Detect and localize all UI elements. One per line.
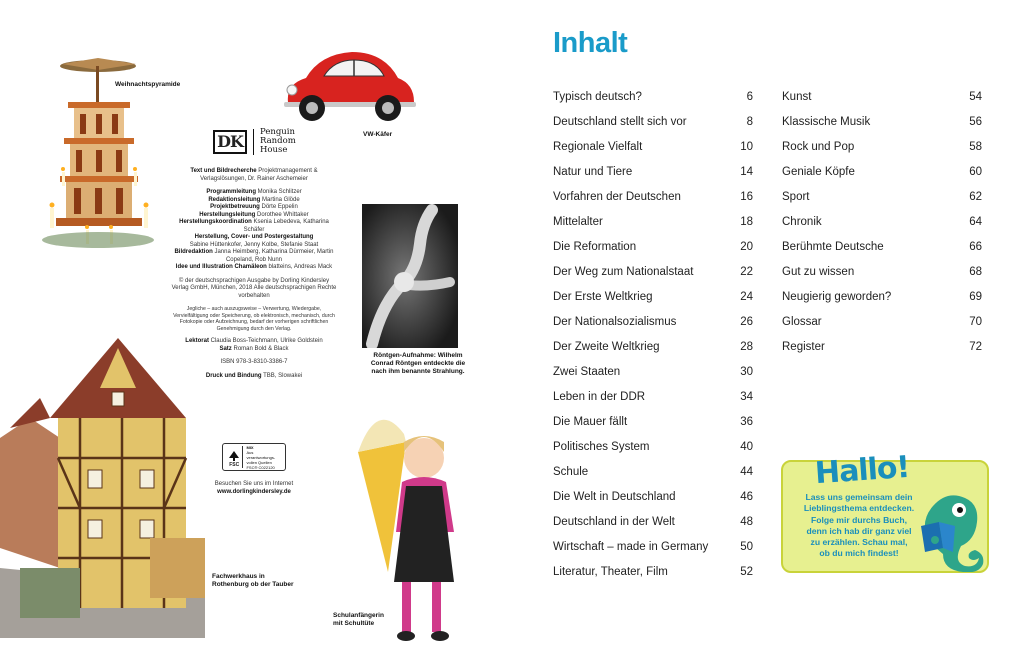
fsc-code: FSC® C022120	[246, 464, 275, 470]
toc-entry[interactable]	[553, 509, 753, 534]
toc-page: 68	[969, 265, 982, 278]
caption-girl: Schulanfängerin mit Schultüte	[333, 612, 384, 627]
toc-entry[interactable]	[553, 434, 753, 459]
toc-entry[interactable]	[553, 134, 753, 159]
toc-entry[interactable]	[782, 159, 982, 184]
hallo-title: Hallo!	[813, 449, 911, 492]
toc-column-1	[553, 84, 753, 584]
toc-label: Wirtschaft – made in Germany	[553, 540, 709, 553]
vw-kaefer-illustration	[280, 44, 420, 128]
credit-name: Roman Bold & Black	[233, 345, 289, 352]
credit-name: Dörte Eppelin	[261, 204, 298, 210]
toc-page: 72	[969, 340, 982, 353]
toc-page: 28	[740, 340, 753, 353]
toc-label: Vorfahren der Deutschen	[553, 190, 681, 203]
toc-entry[interactable]	[782, 184, 982, 209]
toc-page: 30	[740, 365, 753, 378]
toc-entry[interactable]	[782, 84, 982, 109]
credit-line	[170, 204, 338, 212]
hallo-line: Lieblingsthema entdecken.	[803, 503, 915, 514]
credit-name: TBB, Slowakei	[263, 372, 303, 379]
toc-page: 22	[740, 265, 753, 278]
toc-entry[interactable]	[553, 184, 753, 209]
toc-entry[interactable]	[553, 534, 753, 559]
hallo-text	[789, 492, 929, 560]
toc-label: Die Reformation	[553, 240, 637, 253]
toc-page: 40	[740, 440, 753, 453]
toc-column-2	[782, 84, 982, 359]
dk-logo	[213, 128, 296, 155]
toc-page: 56	[969, 115, 982, 128]
credit-role: Lektorat	[185, 338, 209, 345]
toc-label: Deutschland stellt sich vor	[553, 115, 687, 128]
toc-page: 20	[740, 240, 753, 253]
toc-label: Natur und Tiere	[553, 165, 633, 178]
publisher-name	[260, 128, 296, 155]
website-link[interactable]: www.dorlingkindersley.de	[217, 488, 291, 495]
credit-name: Martina Glöde	[262, 196, 300, 203]
toc-label: Der Erste Weltkrieg	[553, 290, 653, 303]
credit-line	[170, 189, 338, 197]
toc-entry[interactable]	[782, 284, 982, 309]
toc-label: Register	[782, 340, 825, 353]
toc-label: Sport	[782, 190, 810, 203]
toc-page: 58	[969, 140, 982, 153]
toc-label: Chronik	[782, 215, 822, 228]
toc-page: 69	[969, 290, 982, 303]
toc-page: 14	[740, 165, 753, 178]
toc-page: 8	[746, 115, 753, 128]
credit-name: Dorothee Whittaker	[256, 211, 309, 218]
toc-label: Berühmte Deutsche	[782, 240, 884, 253]
toc-label: Mittelalter	[553, 215, 603, 228]
toc-label: Literatur, Theater, Film	[553, 565, 668, 578]
isbn: ISBN 978-3-8310-3386-7	[220, 359, 288, 366]
tree-icon	[228, 450, 240, 462]
toc-page: 16	[740, 190, 753, 203]
toc-label: Die Mauer fällt	[553, 415, 628, 428]
toc-entry[interactable]	[782, 134, 982, 159]
toc-page: 54	[969, 90, 982, 103]
fsc-line: vollen Quellen	[246, 459, 272, 465]
toc-entry[interactable]	[553, 384, 753, 409]
toc-entry[interactable]	[553, 359, 753, 384]
publisher-line-2: Random	[260, 136, 296, 146]
credit-name: Janna Heimberg, Katharina Dürmeier, Martin Copeland, Rob Nunn	[214, 249, 334, 263]
toc-label: Geniale Köpfe	[782, 165, 855, 178]
credit-role: Text und Bildrecherche	[190, 168, 257, 174]
caption-pyramid: Weihnachtspyramide	[115, 81, 181, 88]
xray-illustration	[362, 204, 458, 348]
toc-label: Der Weg zum Nationalstaat	[553, 265, 694, 278]
legal-notice: Jegliche – auch auszugsweise – Verwertung, Wiedergabe, Vervielfältigung oder Speicherung, ob elektronisch, mechanisch, durch Fotokopie oder Aufzeichnung, bedarf der vorherigen schriftlichen Genehmigung durch den Verlag.	[173, 306, 335, 332]
hallo-line: ob du mich findest!	[819, 548, 899, 559]
toc-label: Gut zu wissen	[782, 265, 855, 278]
toc-page: 70	[969, 315, 982, 328]
toc-label: Glossar	[782, 315, 822, 328]
credit-name: Projektmanagement & Verlagslösungen, Dr. Rainer Aschemeier	[200, 168, 318, 182]
credit-name: Claudia Boss-Teichmann, Ulrike Goldstein	[210, 338, 323, 345]
hallo-box	[781, 449, 989, 573]
toc-entry[interactable]	[553, 159, 753, 184]
fsc-mark-text: FSC	[229, 462, 240, 468]
toc-page: 50	[740, 540, 753, 553]
toc-entry[interactable]	[782, 234, 982, 259]
toc-label: Klassische Musik	[782, 115, 871, 128]
toc-entry[interactable]	[553, 484, 753, 509]
credit-role: Herstellung, Cover- und Postergestaltung	[194, 234, 314, 240]
hallo-line: Folge mir durchs Buch,	[811, 514, 907, 525]
imprint-credits	[170, 189, 338, 272]
toc-entry[interactable]	[553, 334, 753, 359]
credit-role: Idee und Illustration Chamäleon	[175, 264, 267, 270]
page-title: Inhalt	[553, 27, 628, 59]
toc-page: 24	[740, 290, 753, 303]
credit-name: Monika Schlitzer	[257, 189, 302, 195]
toc-label: Kunst	[782, 90, 812, 103]
credit-role: Bildredaktion	[174, 249, 213, 255]
credit-line	[170, 219, 338, 234]
toc-entry[interactable]	[782, 209, 982, 234]
fsc-tree-icon	[226, 446, 243, 468]
toc-label: Politisches System	[553, 440, 650, 453]
toc-page: 60	[969, 165, 982, 178]
toc-page: 52	[740, 565, 753, 578]
toc-label: Der Zweite Weltkrieg	[553, 340, 660, 353]
credit-role: Druck und Bindung	[205, 372, 262, 379]
toc-page: 36	[740, 415, 753, 428]
right-page	[510, 0, 1020, 661]
toc-label: Zwei Staaten	[553, 365, 621, 378]
toc-label: Leben in der DDR	[553, 390, 646, 403]
credit-role: Redaktionsleitung	[208, 196, 261, 203]
toc-entry[interactable]	[782, 309, 982, 334]
toc-page: 26	[740, 315, 753, 328]
fsc-line: Aus verantwortungs-	[246, 449, 276, 460]
hallo-line: zu erzählen. Schau mal,	[810, 537, 908, 548]
toc-entry[interactable]	[782, 259, 982, 284]
toc-label: Regionale Vielfalt	[553, 140, 643, 153]
toc-page: 44	[740, 465, 753, 478]
toc-page: 64	[969, 215, 982, 228]
toc-page: 6	[746, 90, 753, 103]
toc-entry[interactable]	[553, 234, 753, 259]
imprint-text-credit	[170, 168, 338, 183]
hallo-line: Lass uns gemeinsam dein	[805, 492, 913, 502]
credit-name: blatteins, Andreas Mack	[268, 264, 333, 270]
toc-entry[interactable]	[553, 109, 753, 134]
toc-label: Deutschland in der Welt	[553, 515, 675, 528]
toc-page: 46	[740, 490, 753, 503]
publisher-line-3: House	[260, 145, 288, 155]
fsc-logo	[222, 443, 286, 471]
toc-page: 18	[740, 215, 753, 228]
toc-entry[interactable]	[553, 209, 753, 234]
toc-page: 48	[740, 515, 753, 528]
toc-entry[interactable]	[553, 459, 753, 484]
copyright: © der deutschsprachigen Ausgabe by Dorling Kindersley Verlag GmbH, München, 2018 Alle deutschsprachigen Rechte vorbehalten	[171, 277, 337, 299]
toc-entry[interactable]	[782, 109, 982, 134]
credit-role: Programmleitung	[206, 189, 256, 195]
caption-house: Fachwerkhaus in Rothenburg ob der Tauber	[212, 573, 294, 588]
credit-role: Herstellungsleitung	[199, 211, 256, 218]
chameleon-illustration	[913, 482, 989, 572]
toc-label: Der Nationalsozialismus	[553, 315, 677, 328]
logo-divider	[253, 129, 254, 155]
toc-page: 62	[969, 190, 982, 203]
credit-line	[170, 212, 338, 220]
credit-name: Ksenia Lebedeva, Katharina Schäfer	[243, 219, 329, 233]
credit-role: Herstellungskoordination	[179, 219, 252, 225]
fsc-text	[246, 445, 282, 470]
toc-label: Rock und Pop	[782, 140, 855, 153]
hallo-line: denn ich hab dir ganz viel	[806, 525, 912, 536]
credit-line	[170, 249, 338, 264]
caption-beetle: VW-Käfer	[363, 131, 393, 138]
toc-page: 66	[969, 240, 982, 253]
credit-line	[170, 197, 338, 205]
credit-name: Sabine Hüttenkofer, Jenny Kolbe, Stefanie Staat	[189, 241, 319, 248]
toc-entry[interactable]	[553, 559, 753, 584]
caption-xray: Röntgen-Aufnahme: Wilhelm Conrad Röntgen entdeckte die nach ihm benannte Strahlung.	[370, 352, 466, 375]
toc-entry[interactable]	[553, 409, 753, 434]
credit-role: Projektbetreuung	[210, 204, 260, 210]
credit-line	[170, 234, 338, 249]
credit-line	[170, 264, 338, 272]
visit-text: Besuchen Sie uns im Internet	[214, 481, 294, 487]
toc-entry[interactable]	[782, 334, 982, 359]
toc-label: Neugierig geworden?	[782, 290, 892, 303]
toc-label: Schule	[553, 465, 589, 478]
toc-entry[interactable]	[553, 309, 753, 334]
dk-mark: DK	[213, 130, 247, 154]
toc-entry[interactable]	[553, 84, 753, 109]
toc-entry[interactable]	[553, 259, 753, 284]
toc-label: Die Welt in Deutschland	[553, 490, 676, 503]
fsc-line: MIX	[246, 444, 254, 450]
toc-entry[interactable]	[553, 284, 753, 309]
toc-page: 10	[740, 140, 753, 153]
fachwerkhaus-illustration	[0, 338, 205, 638]
publisher-line-1: Penguin	[260, 127, 295, 137]
toc-page: 34	[740, 390, 753, 403]
credit-role: Satz	[219, 345, 232, 352]
toc-label: Typisch deutsch?	[553, 90, 642, 103]
